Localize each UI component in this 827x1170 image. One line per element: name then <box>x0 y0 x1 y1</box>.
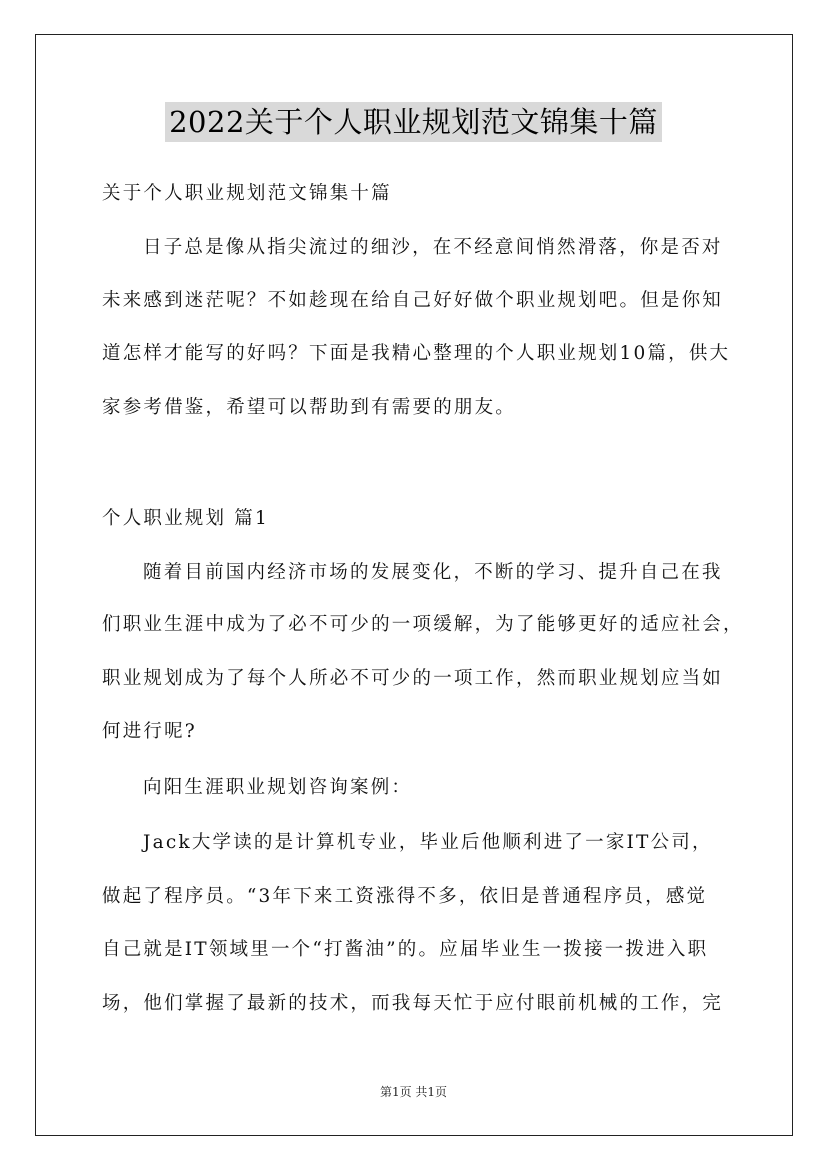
section-para1-line-1: 随着目前国内经济市场的发展变化，不断的学习、提升自己在我 <box>143 562 723 583</box>
page-number-footer: 第1页 共1页 <box>379 1085 448 1099</box>
intro-line-2: 未来感到迷茫呢？不如趁现在给自己好好做个职业规划吧。但是你知 <box>102 290 724 311</box>
section-para2: 向阳生涯职业规划咨询案例： <box>143 777 413 798</box>
title-container <box>0 102 827 142</box>
section-para3-line-4: 场，他们掌握了最新的技术，而我每天忙于应付眼前机械的工作，完 <box>102 993 724 1014</box>
section-heading: 个人职业规划 篇1 <box>102 508 269 529</box>
document-title: 2022关于个人职业规划范文锦集十篇 <box>165 102 662 142</box>
intro-line-4: 家参考借鉴，希望可以帮助到有需要的朋友。 <box>102 397 517 418</box>
section-para3-line-2: 做起了程序员。“3年下来工资涨得不多，依旧是普通程序员，感觉 <box>102 886 708 907</box>
intro-line-1: 日子总是像从指尖流过的细沙，在不经意间悄然滑落，你是否对 <box>143 237 723 258</box>
section-para1-line-4: 何进行呢? <box>102 721 197 742</box>
document-subtitle: 关于个人职业规划范文锦集十篇 <box>102 183 392 204</box>
section-para3-line-1: Jack大学读的是计算机专业，毕业后他顺利进了一家IT公司， <box>143 832 713 853</box>
section-para1-line-3: 职业规划成为了每个人所必不可少的一项工作，然而职业规划应当如 <box>102 668 724 689</box>
section-para3-line-3: 自己就是IT领域里一个“打酱油”的。应届毕业生一拨接一拨进入职 <box>102 939 709 960</box>
intro-line-3: 道怎样才能写的好吗？下面是我精心整理的个人职业规划10篇，供大 <box>102 343 731 364</box>
section-para1-line-2: 们职业生涯中成为了必不可少的一项缓解，为了能够更好的适应社会， <box>102 614 744 635</box>
